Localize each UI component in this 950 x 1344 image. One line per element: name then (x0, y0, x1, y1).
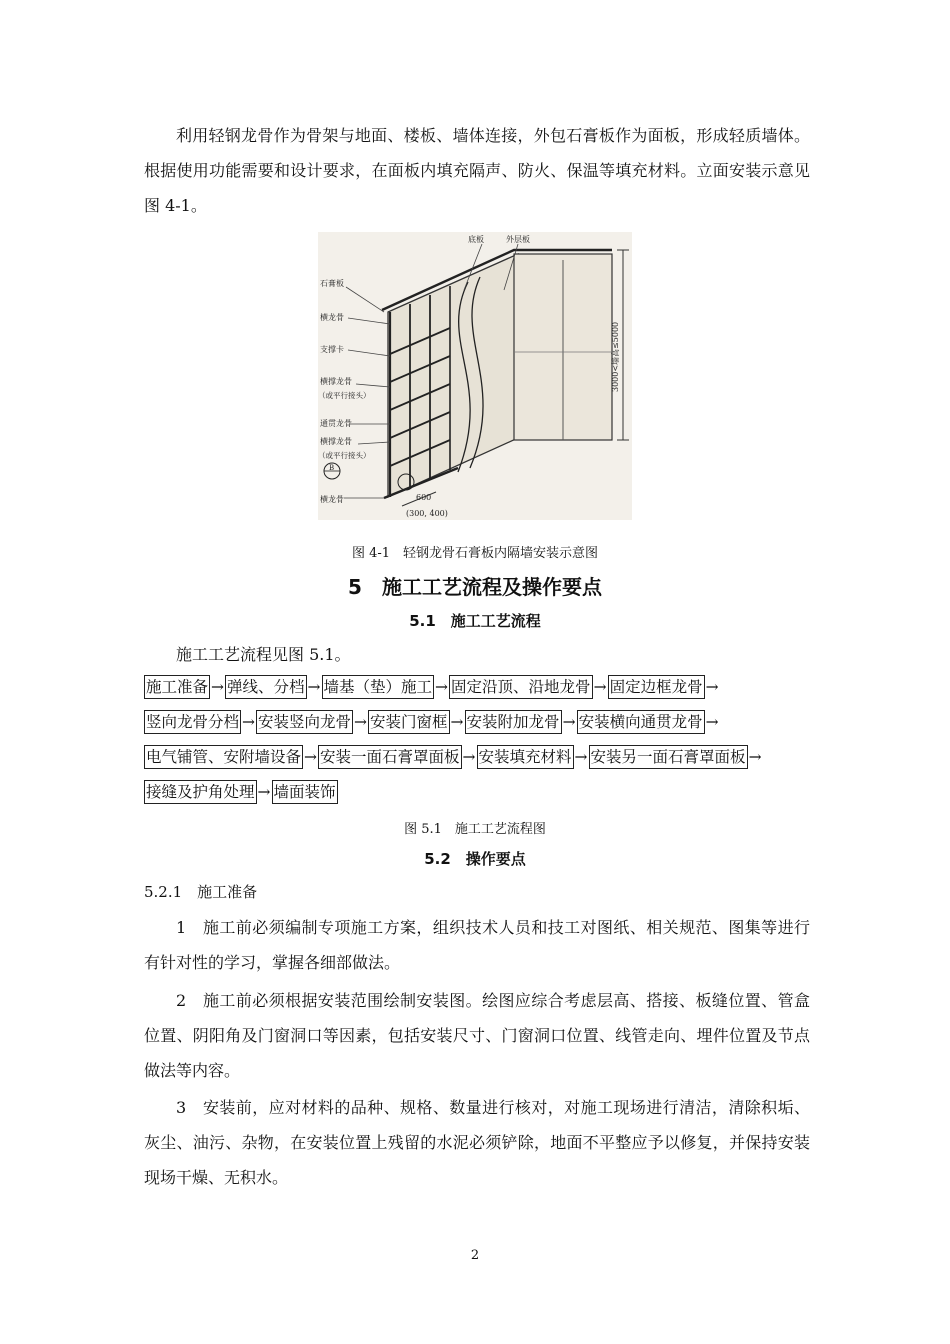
flow-step: 弹线、分档 (225, 675, 307, 699)
flow-arrow: → (462, 748, 476, 766)
flow-arrow: → (748, 748, 762, 766)
figure-4-1-caption: 图 4-1 轻钢龙骨石膏板内隔墙安装示意图 (351, 546, 599, 561)
flow-step: 固定沿顶、沿地龙骨 (449, 675, 593, 699)
label-horizontal-keel: 横龙骨 (320, 313, 344, 322)
label-gypsum-board: 石膏板 (320, 279, 344, 288)
label-bottom-keel: 横龙骨 (320, 495, 344, 504)
flow-step: 安装另一面石膏罩面板 (589, 745, 748, 769)
flow-arrow: → (435, 678, 449, 696)
label-cross-brace-keel: 横撑龙骨 (320, 377, 352, 386)
page-number: 2 (470, 1248, 480, 1263)
label-through-keel: 通贯龙骨 (320, 419, 352, 428)
flow-step: 安装横向通贯龙骨 (577, 710, 705, 734)
figure-4-1 (318, 232, 632, 520)
flow-arrow: → (705, 713, 719, 731)
flow-arrow: → (574, 748, 588, 766)
flow-step: 墙基（垫）施工 (322, 675, 435, 699)
flow-step: 安装附加龙骨 (465, 710, 562, 734)
label-support-clip: 支撑卡 (320, 345, 344, 354)
flow-row-3 (144, 745, 763, 769)
flow-step: 电气铺管、安附墙设备 (144, 745, 303, 769)
flow-arrow: → (354, 713, 368, 731)
section-5-title: 5 施工工艺流程及操作要点 (348, 575, 602, 599)
flow-arrow: → (307, 678, 321, 696)
flow-step: 墙面装饰 (272, 780, 338, 804)
label-outer-board: 外层板 (506, 235, 530, 244)
section-5-2-1-title: 5.2.1 施工准备 (144, 883, 258, 901)
label-base-board: 底板 (468, 235, 484, 244)
detail-mark: B (329, 464, 335, 472)
flow-arrow: → (304, 748, 318, 766)
flow-arrow: → (593, 678, 607, 696)
prep-item-2: 2 施工前必须根据安装范围绘制安装图。绘图应综合考虑层高、搭接、板缝位置、管盒位置、阴阳角及门窗洞口等因素，包括安装尺寸、门窗洞口位置、线管走向、埋件位置及节点做法等内容。 (144, 991, 810, 1080)
label-parallel-joint-2: （或平行接头） (318, 451, 371, 460)
flow-step: 接缝及护角处理 (144, 780, 257, 804)
flow-step: 竖向龙骨分档 (144, 710, 241, 734)
flow-arrow: → (242, 713, 256, 731)
label-height-range: 3000<墙高≤5000 (611, 321, 620, 392)
label-cross-brace-keel-2: 横撑龙骨 (320, 437, 352, 446)
prep-item-3: 3 安装前，应对材料的品种、规格、数量进行核对，对施工现场进行清洁，清除积垢、灰尘、油污、杂物，在安装位置上残留的水泥必须铲除，地面不平整应予以修复，并保持安装现场干燥、无积水。 (144, 1098, 810, 1187)
figure-5-1-caption: 图 5.1 施工工艺流程图 (404, 822, 546, 837)
flow-row-4 (144, 780, 338, 804)
flow-arrow: → (705, 678, 719, 696)
flow-step: 安装填充材料 (477, 745, 574, 769)
flow-arrow: → (211, 678, 225, 696)
flow-row-2 (144, 710, 720, 734)
flow-arrow: → (257, 783, 271, 801)
flow-step: 施工准备 (144, 675, 210, 699)
flow-step: 安装竖向龙骨 (256, 710, 353, 734)
flow-step: 安装一面石膏罩面板 (318, 745, 462, 769)
flow-row-1 (144, 675, 720, 699)
flow-step: 固定边框龙骨 (608, 675, 705, 699)
intro-paragraph: 利用轻钢龙骨作为骨架与地面、楼板、墙体连接，外包石膏板作为面板，形成轻质墙体。根据使用功能需要和设计要求，在面板内填充隔声、防火、保温等填充材料。立面安装示意见图 4-1。 (144, 126, 810, 215)
label-spacing: 600 (416, 493, 432, 502)
section-5-2-title: 5.2 操作要点 (424, 850, 526, 868)
flow-arrow: → (562, 713, 576, 731)
label-spacing-alt: (300, 400) (406, 509, 448, 518)
flow-arrow: → (450, 713, 464, 731)
label-parallel-joint: （或平行接头） (318, 391, 371, 400)
section-5-1-title: 5.1 施工工艺流程 (409, 612, 541, 630)
flow-step: 安装门窗框 (368, 710, 450, 734)
prep-item-1: 1 施工前必须编制专项施工方案，组织技术人员和技工对图纸、相关规范、图集等进行有针对性的学习，掌握各细部做法。 (144, 918, 810, 972)
section-5-1-text: 施工工艺流程见图 5.1。 (176, 645, 351, 664)
keel-wall-diagram (318, 232, 632, 520)
